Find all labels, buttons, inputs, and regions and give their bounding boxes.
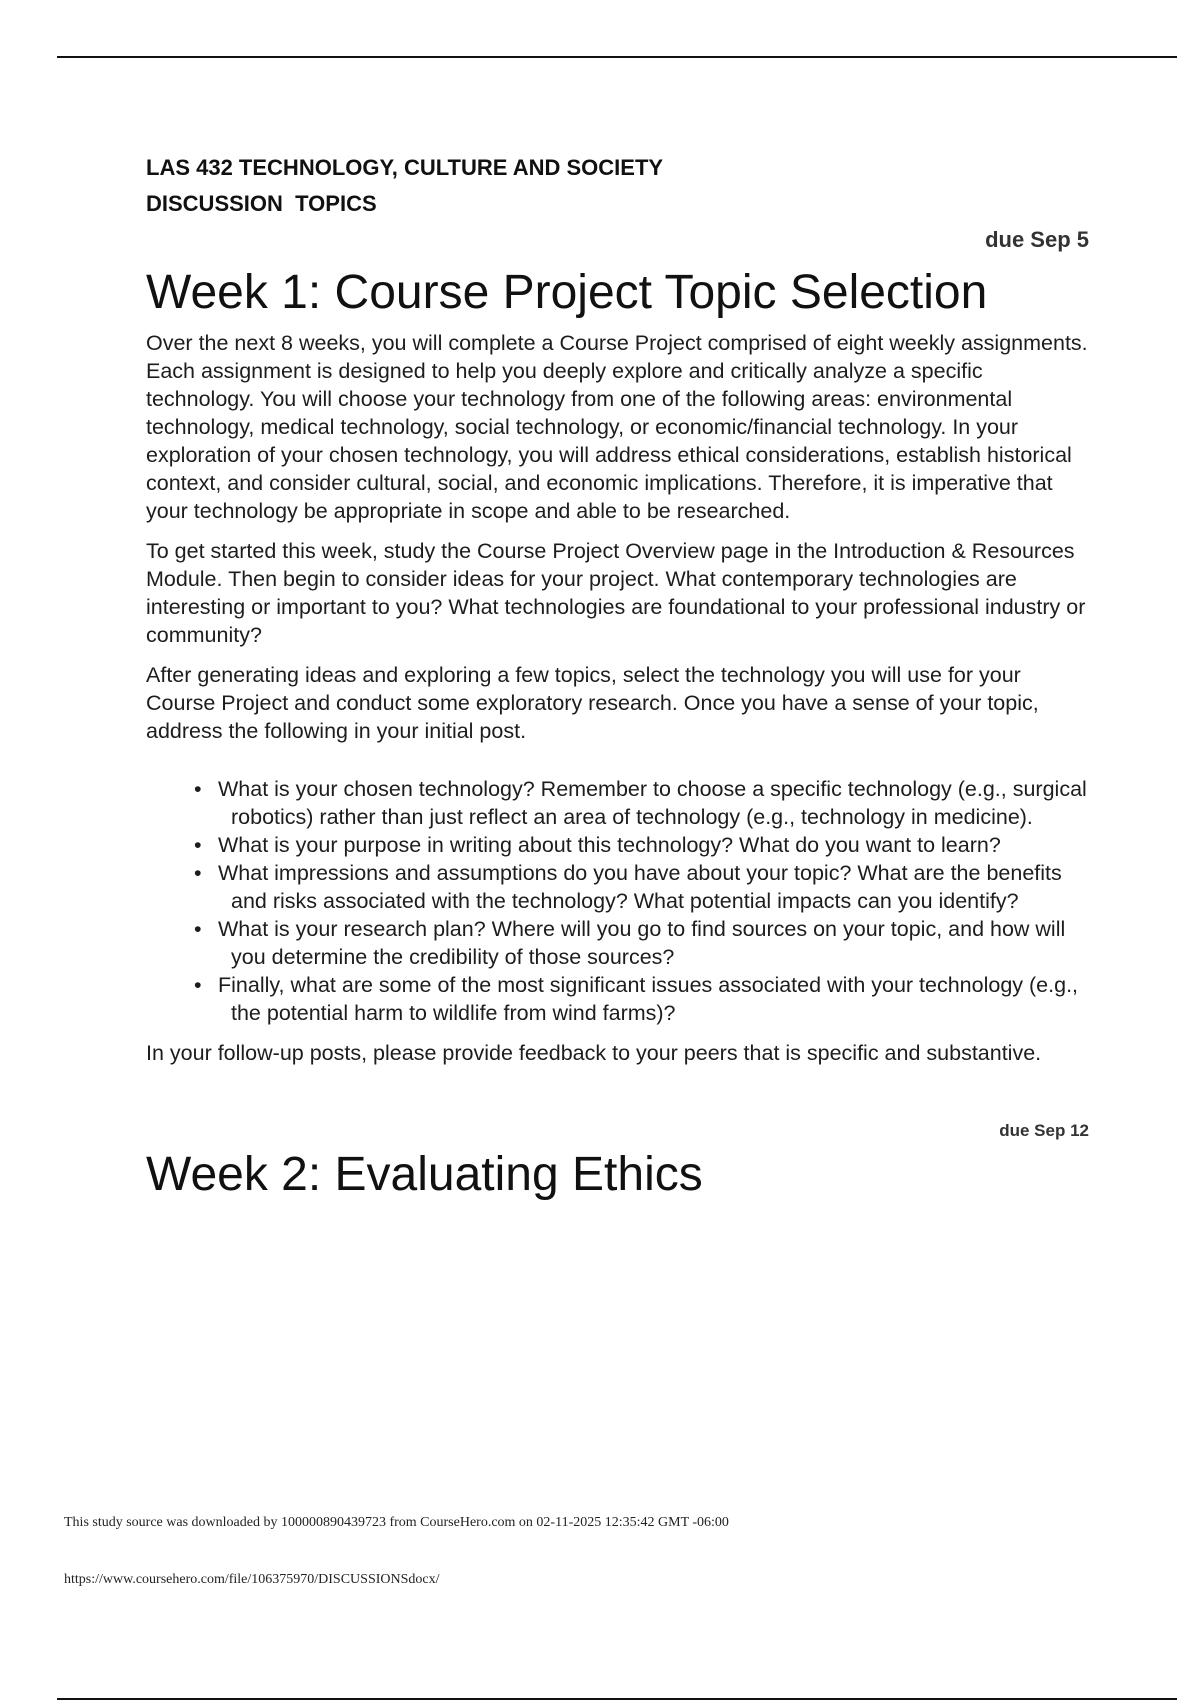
bullet-icon: •	[194, 973, 202, 997]
list-item-text: What is your chosen technology? Remember to choose a specific technology (e.g., surgical robotics) rather than just reflect an area of technology (e.g., technology in medicine).	[218, 777, 1087, 829]
list-item	[146, 915, 1089, 971]
document-subtitle: DISCUSSION TOPICS	[146, 191, 377, 216]
week1-heading: Week 1: Course Project Topic Selection	[146, 266, 988, 319]
list-item	[146, 775, 1089, 831]
week1-question-list	[146, 775, 1089, 1027]
week1-due-date: due Sep 5	[985, 227, 1089, 252]
bullet-icon: •	[194, 861, 202, 885]
week2-due-date: due Sep 12	[999, 1121, 1089, 1140]
list-item-text: What impressions and assumptions do you have about your topic? What are the benefits and risks associated with the technology? What potential impacts can you identify?	[218, 861, 1062, 913]
course-title: LAS 432 TECHNOLOGY, CULTURE AND SOCIETY	[146, 155, 664, 180]
list-item	[146, 831, 1089, 859]
week1-paragraph-2: To get started this week, study the Course Project Overview page in the Introduction & Resources Module. Then begin to consider ideas for your project. What contemporary technologies are interesting or important to you? What technologies are foundational to your professional industry or community?	[146, 539, 1086, 647]
download-source-note: This study source was downloaded by 100000890439723 from CourseHero.com on 02-11-2025 12:35:42 GMT -06:00	[64, 1515, 729, 1530]
bullet-icon: •	[194, 917, 202, 941]
list-item-text: What is your purpose in writing about this technology? What do you want to learn?	[218, 833, 1001, 857]
bullet-icon: •	[194, 777, 202, 801]
list-item-text: Finally, what are some of the most significant issues associated with your technology (e.g., the potential harm to wildlife from wind farms)?	[218, 973, 1079, 1025]
list-item	[146, 859, 1089, 915]
source-url[interactable]: https://www.coursehero.com/file/106375970/DISCUSSIONSdocx/	[64, 1572, 440, 1587]
list-item-text: What is your research plan? Where will you go to find sources on your topic, and how will you determine the credibility of those sources?	[218, 917, 1066, 969]
week1-paragraph-3: After generating ideas and exploring a few topics, select the technology you will use for your Course Project and conduct some exploratory research. Once you have a sense of your topic, address the following in your initial post.	[146, 663, 1039, 743]
week1-closing-paragraph: In your follow-up posts, please provide feedback to your peers that is specific and substantive.	[146, 1041, 1042, 1065]
week2-heading: Week 2: Evaluating Ethics	[146, 1148, 703, 1201]
week1-paragraph-1: Over the next 8 weeks, you will complete a Course Project comprised of eight weekly assignments. Each assignment is designed to help you deeply explore and critically analyze a specific technology. You will choose your technology from one of the following areas: environmental technology, medical technology, social technology, or economic/financial technology. In your exploration of your chosen technology, you will address ethical considerations, establish historical context, and consider cultural, social, and economic implications. Therefore, it is imperative that your technology be appropriate in scope and able to be researched.	[146, 331, 1088, 523]
list-item	[146, 971, 1089, 1027]
document-body	[146, 150, 1089, 1211]
top-divider	[57, 56, 1177, 58]
bullet-icon: •	[194, 833, 202, 857]
